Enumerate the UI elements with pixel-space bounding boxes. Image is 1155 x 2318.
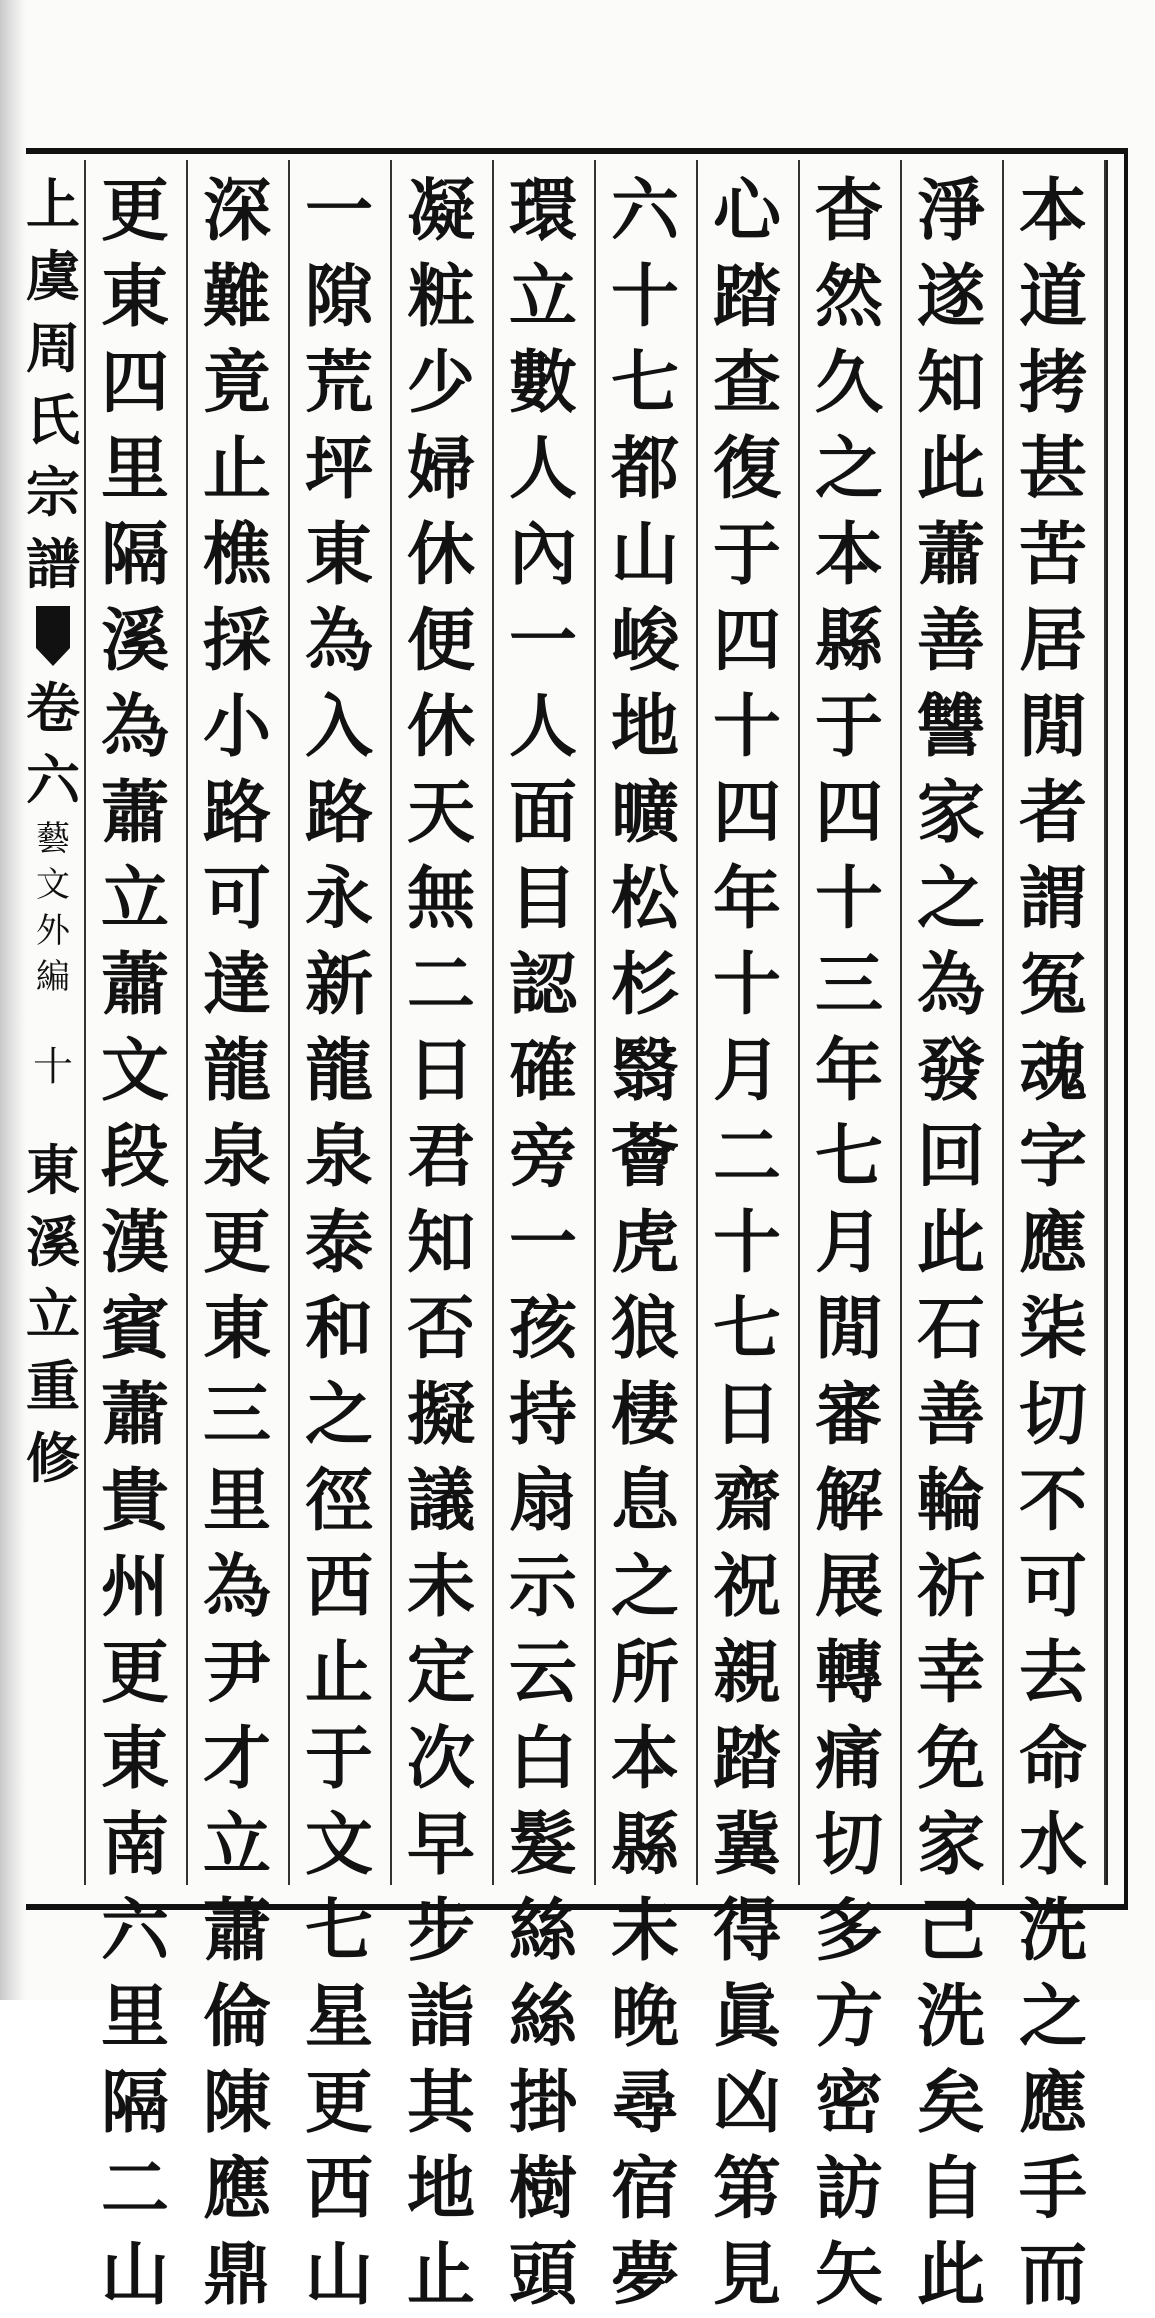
glyph: 未 <box>406 1547 475 1627</box>
glyph: 第 <box>712 2149 781 2229</box>
text-column <box>188 168 286 2315</box>
glyph: 休 <box>406 687 475 767</box>
glyph: 十 <box>610 257 679 337</box>
glyph: 難 <box>202 257 271 337</box>
glyph: 州 <box>100 1547 169 1627</box>
glyph: 示 <box>508 1547 577 1627</box>
glyph: 夢 <box>610 2235 679 2315</box>
glyph: 杉 <box>610 945 679 1025</box>
glyph: 查 <box>712 343 781 423</box>
glyph: 絲 <box>508 1891 577 1971</box>
glyph: 者 <box>1018 773 1087 853</box>
glyph: 七 <box>610 343 679 423</box>
glyph: 為 <box>100 687 169 767</box>
glyph: 詣 <box>406 1977 475 2057</box>
text-column <box>902 168 1000 2315</box>
glyph: 翳 <box>610 1031 679 1111</box>
glyph: 樵 <box>202 515 271 595</box>
glyph: 目 <box>508 859 577 939</box>
glyph: 採 <box>202 601 271 681</box>
glyph: 家 <box>916 1805 985 1885</box>
glyph: 十 <box>712 687 781 767</box>
glyph: 四 <box>712 773 781 853</box>
glyph: 議 <box>406 1461 475 1541</box>
glyph: 龍 <box>304 1031 373 1111</box>
glyph: 人 <box>508 687 577 767</box>
glyph: 解 <box>814 1461 883 1541</box>
glyph: 南 <box>100 1805 169 1885</box>
glyph: 東 <box>100 1719 169 1799</box>
glyph: 泰 <box>304 1203 373 1283</box>
glyph: 不 <box>1018 1461 1087 1541</box>
glyph: 謂 <box>1018 859 1087 939</box>
glyph: 頭 <box>508 2235 577 2315</box>
glyph: 蕭 <box>100 1375 169 1455</box>
glyph: 矢 <box>814 2235 883 2315</box>
glyph: 二 <box>712 1117 781 1197</box>
spine-title-char: 虞 <box>26 244 80 308</box>
glyph: 發 <box>916 1031 985 1111</box>
glyph: 宿 <box>610 2149 679 2229</box>
glyph: 十 <box>712 1203 781 1283</box>
glyph: 十 <box>814 859 883 939</box>
glyph: 日 <box>712 1375 781 1455</box>
glyph: 婦 <box>406 429 475 509</box>
glyph: 文 <box>304 1805 373 1885</box>
glyph: 柒 <box>1018 1289 1087 1369</box>
glyph: 山 <box>304 2235 373 2315</box>
glyph: 自 <box>916 2149 985 2229</box>
glyph: 輪 <box>916 1461 985 1541</box>
glyph: 達 <box>202 945 271 1025</box>
text-column <box>494 168 592 2315</box>
glyph: 本 <box>610 1719 679 1799</box>
glyph: 龍 <box>202 1031 271 1111</box>
glyph: 冀 <box>712 1805 781 1885</box>
spine-title-char: 上 <box>26 172 80 236</box>
glyph: 杳 <box>814 171 883 251</box>
glyph: 泉 <box>304 1117 373 1197</box>
glyph: 隔 <box>100 515 169 595</box>
glyph: 凶 <box>712 2063 781 2143</box>
spine-volume-char: 六 <box>26 748 80 812</box>
glyph: 坪 <box>304 429 373 509</box>
glyph: 本 <box>814 515 883 595</box>
spine-title-char: 氏 <box>26 388 80 452</box>
glyph: 此 <box>916 2235 985 2315</box>
glyph: 早 <box>406 1805 475 1885</box>
glyph: 粧 <box>406 257 475 337</box>
glyph: 天 <box>406 773 475 853</box>
glyph: 四 <box>100 343 169 423</box>
glyph: 一 <box>508 1203 577 1283</box>
glyph: 多 <box>814 1891 883 1971</box>
glyph: 所 <box>610 1633 679 1713</box>
glyph: 深 <box>202 171 271 251</box>
glyph: 云 <box>508 1633 577 1713</box>
glyph: 蕭 <box>100 945 169 1025</box>
glyph: 泉 <box>202 1117 271 1197</box>
glyph: 更 <box>100 171 169 251</box>
glyph: 己 <box>916 1891 985 1971</box>
glyph: 本 <box>1018 171 1087 251</box>
glyph: 六 <box>610 171 679 251</box>
glyph: 君 <box>406 1117 475 1197</box>
glyph: 更 <box>100 1633 169 1713</box>
glyph: 都 <box>610 429 679 509</box>
glyph: 之 <box>1018 1977 1087 2057</box>
glyph: 訪 <box>814 2149 883 2229</box>
glyph: 水 <box>1018 1805 1087 1885</box>
glyph: 善 <box>916 601 985 681</box>
glyph: 眞 <box>712 1977 781 2057</box>
glyph: 面 <box>508 773 577 853</box>
glyph: 東 <box>100 257 169 337</box>
glyph: 倫 <box>202 1977 271 2057</box>
glyph: 旁 <box>508 1117 577 1197</box>
glyph: 晚 <box>610 1977 679 2057</box>
glyph: 里 <box>100 1977 169 2057</box>
glyph: 未 <box>610 1891 679 1971</box>
glyph: 拷 <box>1018 343 1087 423</box>
glyph: 尹 <box>202 1633 271 1713</box>
glyph: 為 <box>916 945 985 1025</box>
glyph: 數 <box>508 343 577 423</box>
glyph: 幸 <box>916 1633 985 1713</box>
glyph: 山 <box>100 2235 169 2315</box>
glyph: 手 <box>1018 2149 1087 2229</box>
glyph: 止 <box>406 2235 475 2315</box>
glyph: 復 <box>712 429 781 509</box>
glyph: 字 <box>1018 1117 1087 1197</box>
fish-tail-mark-icon <box>36 606 70 666</box>
spine-hall-char: 東 <box>26 1138 80 1202</box>
glyph: 二 <box>100 2149 169 2229</box>
glyph: 洗 <box>916 1977 985 2057</box>
glyph: 親 <box>712 1633 781 1713</box>
glyph: 蕭 <box>916 515 985 595</box>
spine-section-char: 編 <box>36 957 70 997</box>
text-column <box>596 168 694 2315</box>
glyph: 為 <box>304 601 373 681</box>
glyph: 踏 <box>712 1719 781 1799</box>
glyph: 峻 <box>610 601 679 681</box>
glyph: 鼎 <box>202 2235 271 2315</box>
glyph: 此 <box>916 429 985 509</box>
glyph: 髮 <box>508 1805 577 1885</box>
glyph: 樹 <box>508 2149 577 2229</box>
glyph: 一 <box>304 171 373 251</box>
glyph: 居 <box>1018 601 1087 681</box>
glyph: 定 <box>406 1633 475 1713</box>
glyph: 小 <box>202 687 271 767</box>
glyph: 回 <box>916 1117 985 1197</box>
glyph: 西 <box>304 1547 373 1627</box>
glyph: 四 <box>712 601 781 681</box>
glyph: 為 <box>202 1547 271 1627</box>
glyph: 切 <box>814 1805 883 1885</box>
glyph: 山 <box>610 515 679 595</box>
glyph: 更 <box>202 1203 271 1283</box>
glyph: 道 <box>1018 257 1087 337</box>
glyph: 陳 <box>202 2063 271 2143</box>
glyph: 更 <box>304 2063 373 2143</box>
glyph: 審 <box>814 1375 883 1455</box>
text-column <box>86 168 184 2315</box>
glyph: 矣 <box>916 2063 985 2143</box>
glyph: 棲 <box>610 1375 679 1455</box>
glyph: 尋 <box>610 2063 679 2143</box>
glyph: 心 <box>712 171 781 251</box>
glyph: 確 <box>508 1031 577 1111</box>
glyph: 得 <box>712 1891 781 1971</box>
glyph: 祈 <box>916 1547 985 1627</box>
glyph: 段 <box>100 1117 169 1197</box>
glyph: 立 <box>100 859 169 939</box>
glyph: 于 <box>712 515 781 595</box>
glyph: 立 <box>508 257 577 337</box>
glyph: 新 <box>304 945 373 1025</box>
glyph: 六 <box>100 1891 169 1971</box>
text-column <box>1004 168 1102 2315</box>
glyph: 內 <box>508 515 577 595</box>
spine-column <box>26 168 80 1888</box>
glyph: 七 <box>712 1289 781 1369</box>
glyph: 徑 <box>304 1461 373 1541</box>
glyph: 切 <box>1018 1375 1087 1455</box>
glyph: 于 <box>304 1719 373 1799</box>
glyph: 祝 <box>712 1547 781 1627</box>
glyph: 方 <box>814 1977 883 2057</box>
glyph: 年 <box>712 859 781 939</box>
glyph: 蕭 <box>202 1891 271 1971</box>
glyph: 知 <box>916 343 985 423</box>
glyph: 蕭 <box>100 773 169 853</box>
glyph: 轉 <box>814 1633 883 1713</box>
glyph: 其 <box>406 2063 475 2143</box>
spine-hall-char: 溪 <box>26 1210 80 1274</box>
glyph: 松 <box>610 859 679 939</box>
glyph: 便 <box>406 601 475 681</box>
glyph: 里 <box>202 1461 271 1541</box>
glyph: 命 <box>1018 1719 1087 1799</box>
text-column <box>392 168 490 2315</box>
text-column <box>698 168 796 2315</box>
spine-title-char: 宗 <box>26 460 80 524</box>
glyph: 冤 <box>1018 945 1087 1025</box>
glyph: 漢 <box>100 1203 169 1283</box>
glyph: 去 <box>1018 1633 1087 1713</box>
glyph: 虎 <box>610 1203 679 1283</box>
glyph: 絲 <box>508 1977 577 2057</box>
glyph: 縣 <box>814 601 883 681</box>
glyph: 應 <box>202 2149 271 2229</box>
glyph: 年 <box>814 1031 883 1111</box>
glyph: 甚 <box>1018 429 1087 509</box>
glyph: 縣 <box>610 1805 679 1885</box>
spine-title-char: 周 <box>26 316 80 380</box>
glyph: 然 <box>814 257 883 337</box>
glyph: 地 <box>406 2149 475 2229</box>
spine-section-char: 外 <box>36 911 70 951</box>
glyph: 閒 <box>814 1289 883 1369</box>
glyph: 無 <box>406 859 475 939</box>
column-rule <box>1104 160 1106 1885</box>
glyph: 東 <box>202 1289 271 1369</box>
glyph: 里 <box>100 429 169 509</box>
glyph: 洗 <box>1018 1891 1087 1971</box>
spine-hall-char: 立 <box>26 1282 80 1346</box>
text-column <box>290 168 388 2315</box>
glyph: 環 <box>508 171 577 251</box>
glyph: 人 <box>508 429 577 509</box>
glyph: 于 <box>814 687 883 767</box>
glyph: 痛 <box>814 1719 883 1799</box>
glyph: 永 <box>304 859 373 939</box>
glyph: 才 <box>202 1719 271 1799</box>
glyph: 賓 <box>100 1289 169 1369</box>
glyph: 入 <box>304 687 373 767</box>
glyph: 之 <box>814 429 883 509</box>
glyph: 狼 <box>610 1289 679 1369</box>
glyph: 溪 <box>100 601 169 681</box>
glyph: 休 <box>406 515 475 595</box>
glyph: 扇 <box>508 1461 577 1541</box>
glyph: 日 <box>406 1031 475 1111</box>
glyph: 路 <box>304 773 373 853</box>
glyph: 石 <box>916 1289 985 1369</box>
glyph: 月 <box>712 1031 781 1111</box>
glyph: 曠 <box>610 773 679 853</box>
glyph: 踏 <box>712 257 781 337</box>
glyph: 二 <box>406 945 475 1025</box>
glyph: 家 <box>916 773 985 853</box>
glyph: 七 <box>304 1891 373 1971</box>
glyph: 掛 <box>508 2063 577 2143</box>
spine-section-char: 文 <box>36 865 70 905</box>
glyph: 薈 <box>610 1117 679 1197</box>
glyph: 四 <box>814 773 883 853</box>
glyph: 而 <box>1018 2235 1087 2315</box>
glyph: 息 <box>610 1461 679 1541</box>
glyph: 少 <box>406 343 475 423</box>
spine-hall-char: 重 <box>26 1354 80 1418</box>
glyph: 善 <box>916 1375 985 1455</box>
text-column <box>800 168 898 2315</box>
glyph: 竟 <box>202 343 271 423</box>
glyph: 見 <box>712 2235 781 2315</box>
spine-volume-char: 卷 <box>26 676 80 740</box>
glyph: 遂 <box>916 257 985 337</box>
glyph: 可 <box>1018 1547 1087 1627</box>
glyph: 魂 <box>1018 1031 1087 1111</box>
glyph: 齋 <box>712 1461 781 1541</box>
glyph: 閒 <box>1018 687 1087 767</box>
glyph: 隙 <box>304 257 373 337</box>
glyph: 擬 <box>406 1375 475 1455</box>
glyph: 認 <box>508 945 577 1025</box>
glyph: 七 <box>814 1117 883 1197</box>
glyph: 展 <box>814 1547 883 1627</box>
glyph: 十 <box>712 945 781 1025</box>
glyph: 久 <box>814 343 883 423</box>
glyph: 止 <box>304 1633 373 1713</box>
glyph: 立 <box>202 1805 271 1885</box>
glyph: 之 <box>304 1375 373 1455</box>
glyph: 淨 <box>916 171 985 251</box>
glyph: 貴 <box>100 1461 169 1541</box>
glyph: 密 <box>814 2063 883 2143</box>
glyph: 路 <box>202 773 271 853</box>
spine-section-char: 藝 <box>36 819 70 859</box>
page-number: 十 <box>33 1044 73 1090</box>
glyph: 地 <box>610 687 679 767</box>
glyph: 三 <box>814 945 883 1025</box>
glyph: 荒 <box>304 343 373 423</box>
spine-title-char: 譜 <box>26 532 80 596</box>
glyph: 苦 <box>1018 515 1087 595</box>
glyph: 之 <box>610 1547 679 1627</box>
glyph: 否 <box>406 1289 475 1369</box>
glyph: 免 <box>916 1719 985 1799</box>
glyph: 孩 <box>508 1289 577 1369</box>
glyph: 可 <box>202 859 271 939</box>
glyph: 星 <box>304 1977 373 2057</box>
glyph: 西 <box>304 2149 373 2229</box>
glyph: 步 <box>406 1891 475 1971</box>
glyph: 知 <box>406 1203 475 1283</box>
glyph: 和 <box>304 1289 373 1369</box>
glyph: 應 <box>1018 1203 1087 1283</box>
spine-hall-char: 修 <box>26 1426 80 1490</box>
glyph: 之 <box>916 859 985 939</box>
glyph: 止 <box>202 429 271 509</box>
glyph: 凝 <box>406 171 475 251</box>
glyph: 東 <box>304 515 373 595</box>
glyph: 此 <box>916 1203 985 1283</box>
glyph: 次 <box>406 1719 475 1799</box>
glyph: 讐 <box>916 687 985 767</box>
glyph: 持 <box>508 1375 577 1455</box>
glyph: 隔 <box>100 2063 169 2143</box>
glyph: 三 <box>202 1375 271 1455</box>
binding-edge <box>0 0 26 2000</box>
glyph: 應 <box>1018 2063 1087 2143</box>
glyph: 一 <box>508 601 577 681</box>
glyph: 文 <box>100 1031 169 1111</box>
glyph: 白 <box>508 1719 577 1799</box>
glyph: 月 <box>814 1203 883 1283</box>
